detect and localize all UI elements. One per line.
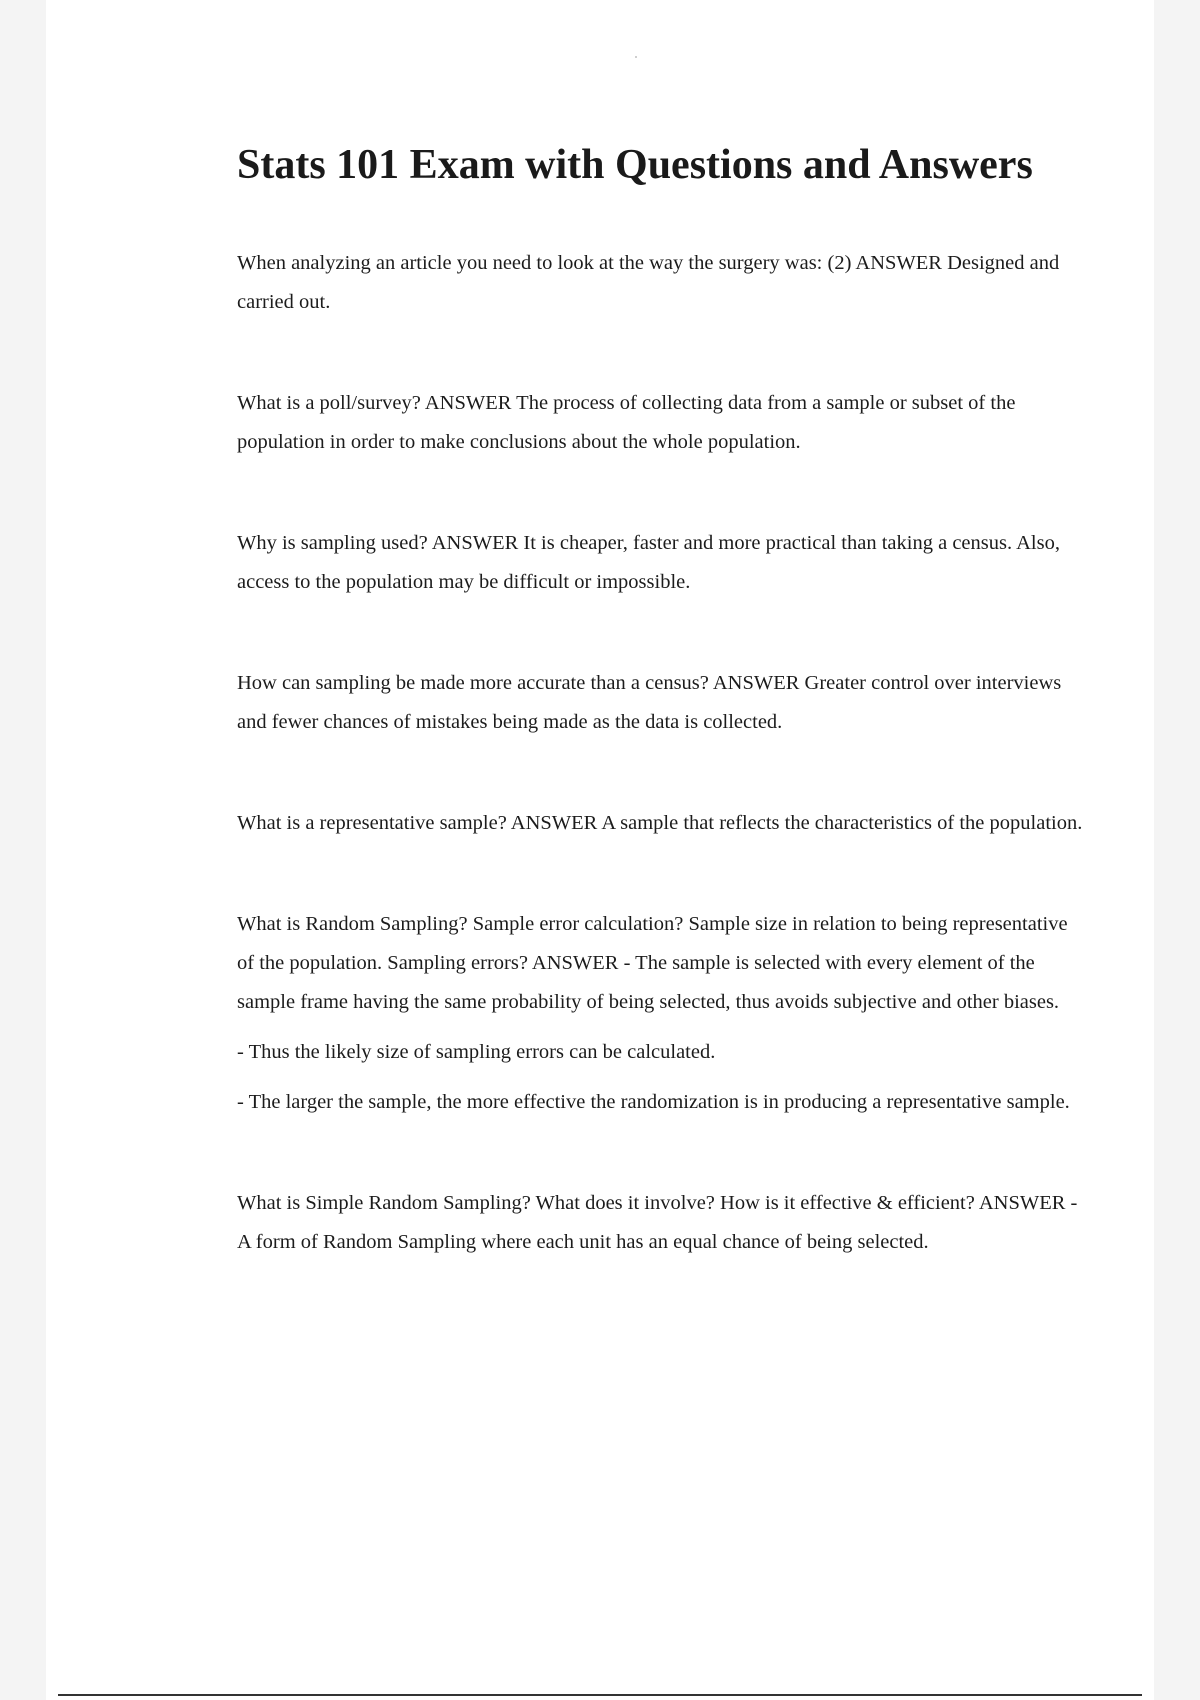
qa-text: How can sampling be made more accurate than a census? ANSWER Greater control over interviews and fewer chances of mistakes being made as the data is collected. [237,672,1062,733]
qa-text: Why is sampling used? ANSWER It is cheaper, faster and more practical than taking a census. Also, access to the population may be difficult or impossible. [237,532,1060,593]
page-title: Stats 101 Exam with Questions and Answers [237,142,1033,188]
qa-item-1 [237,244,1087,322]
qa-item-5 [237,804,1087,843]
qa-item-4 [237,664,1087,742]
qa-bullet: - The larger the sample, the more effective the randomization is in producing a representative sample. [237,1091,1070,1113]
qa-item-3 [237,524,1087,602]
qa-text: What is Simple Random Sampling? What does it involve? How is it effective & efficient? ANSWER - A form of Random Sampling where each unit has an equal chance of being selected. [237,1192,1078,1253]
qa-text: When analyzing an article you need to look at the way the surgery was: (2) ANSWER Designed and carried out. [237,252,1060,313]
qa-item-7 [237,1184,1087,1262]
page-mark [635,56,637,58]
qa-item-6 [237,905,1087,1122]
qa-text: What is a representative sample? ANSWER A sample that reflects the characteristics of the population. [237,812,1083,834]
qa-bullet: - Thus the likely size of sampling errors can be calculated. [237,1041,716,1063]
document-page [46,0,1154,1700]
footer-divider [58,1694,1142,1696]
qa-text: What is Random Sampling? Sample error calculation? Sample size in relation to being representative of the population. Sampling errors? ANSWER - The sample is selected with every element of the sample frame having the same probability of being selected, thus avoids subjective and other biases. [237,913,1068,1013]
qa-item-2 [237,384,1087,462]
qa-text: What is a poll/survey? ANSWER The process of collecting data from a sample or subset of the population in order to make conclusions about the whole population. [237,392,1016,453]
document-content [237,138,1087,1324]
